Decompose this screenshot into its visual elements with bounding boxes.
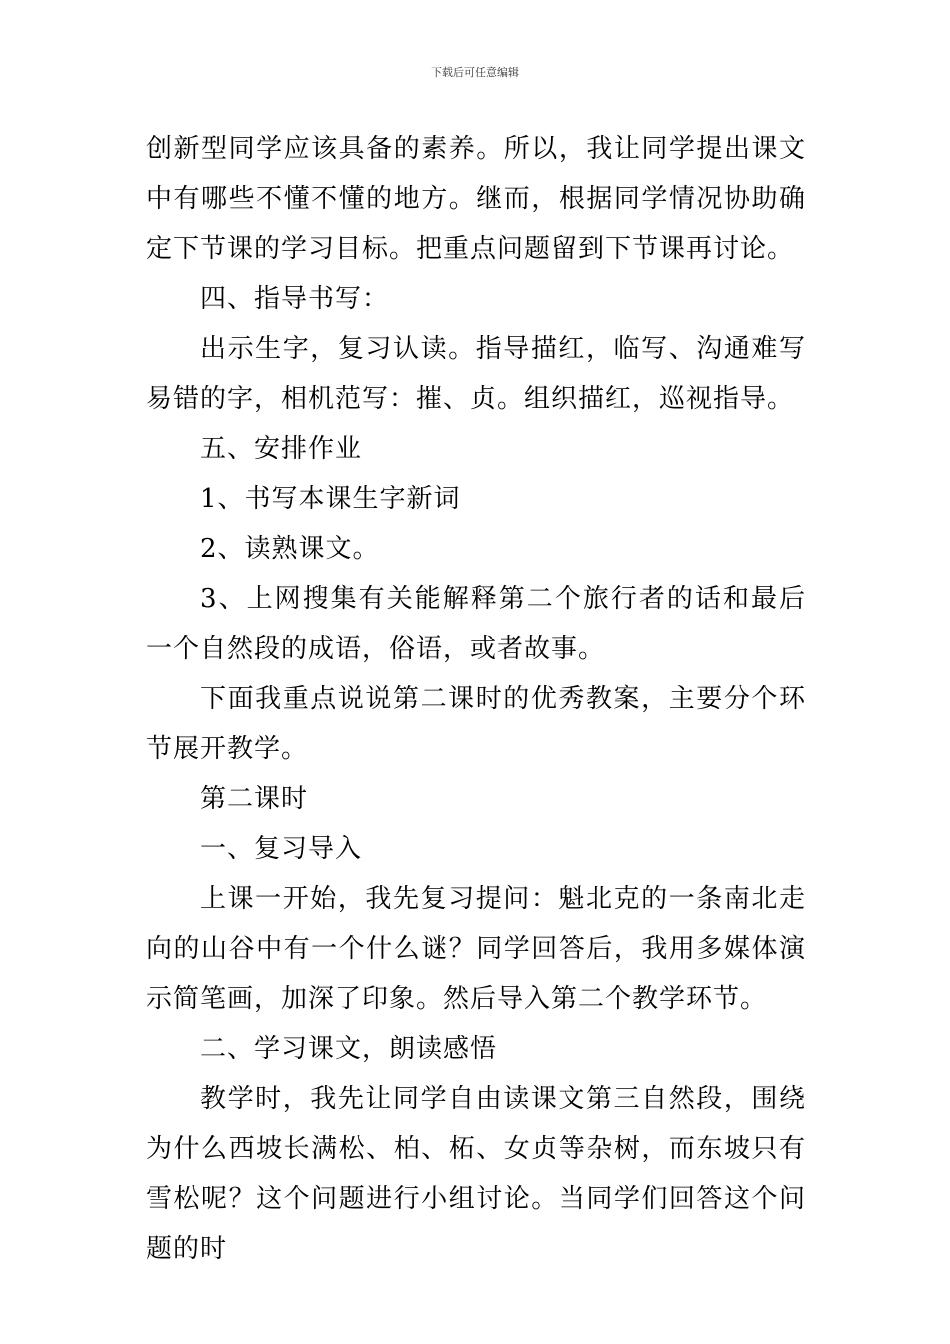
paragraph: 下面我重点说说第二课时的优秀教案，主要分个环节展开教学。 bbox=[146, 684, 806, 764]
section-heading: 第二课时 bbox=[200, 784, 309, 814]
section-heading: 五、安排作业 bbox=[200, 434, 363, 464]
paragraph: 创新型同学应该具备的素养。所以，我让同学提出课文中有哪些不懂不懂的地方。继而，根据同学情况协助确定下节课的学习目标。把重点问题留到下节课再讨论。 bbox=[146, 134, 806, 264]
list-item: 1、书写本课生字新词 bbox=[200, 484, 461, 514]
section-heading: 二、学习课文，朗读感悟 bbox=[200, 1034, 498, 1064]
section-heading: 四、指导书写： bbox=[200, 284, 390, 314]
list-item: 3、上网搜集有关能解释第二个旅行者的话和最后一个自然段的成语，俗语，或者故事。 bbox=[146, 584, 806, 664]
paragraph: 教学时，我先让同学自由读课文第三自然段，围绕为什么西坡长满松、柏、柘、女贞等杂树，而东坡只有雪松呢？这个问题进行小组讨论。当同学们回答这个问题的时 bbox=[146, 1084, 806, 1264]
paragraph: 上课一开始，我先复习提问：魁北克的一条南北走向的山谷中有一个什么谜？同学回答后，我用多媒体演示简笔画，加深了印象。然后导入第二个教学环节。 bbox=[146, 884, 806, 1014]
section-heading: 一、复习导入 bbox=[200, 834, 363, 864]
paragraph: 出示生字，复习认读。指导描红，临写、沟通难写易错的字，相机范写：摧、贞。组织描红，巡视指导。 bbox=[146, 334, 806, 414]
page-header: 下载后可任意编辑 bbox=[431, 66, 519, 79]
list-item: 2、读熟课文。 bbox=[200, 534, 380, 564]
document-body bbox=[146, 124, 806, 1274]
